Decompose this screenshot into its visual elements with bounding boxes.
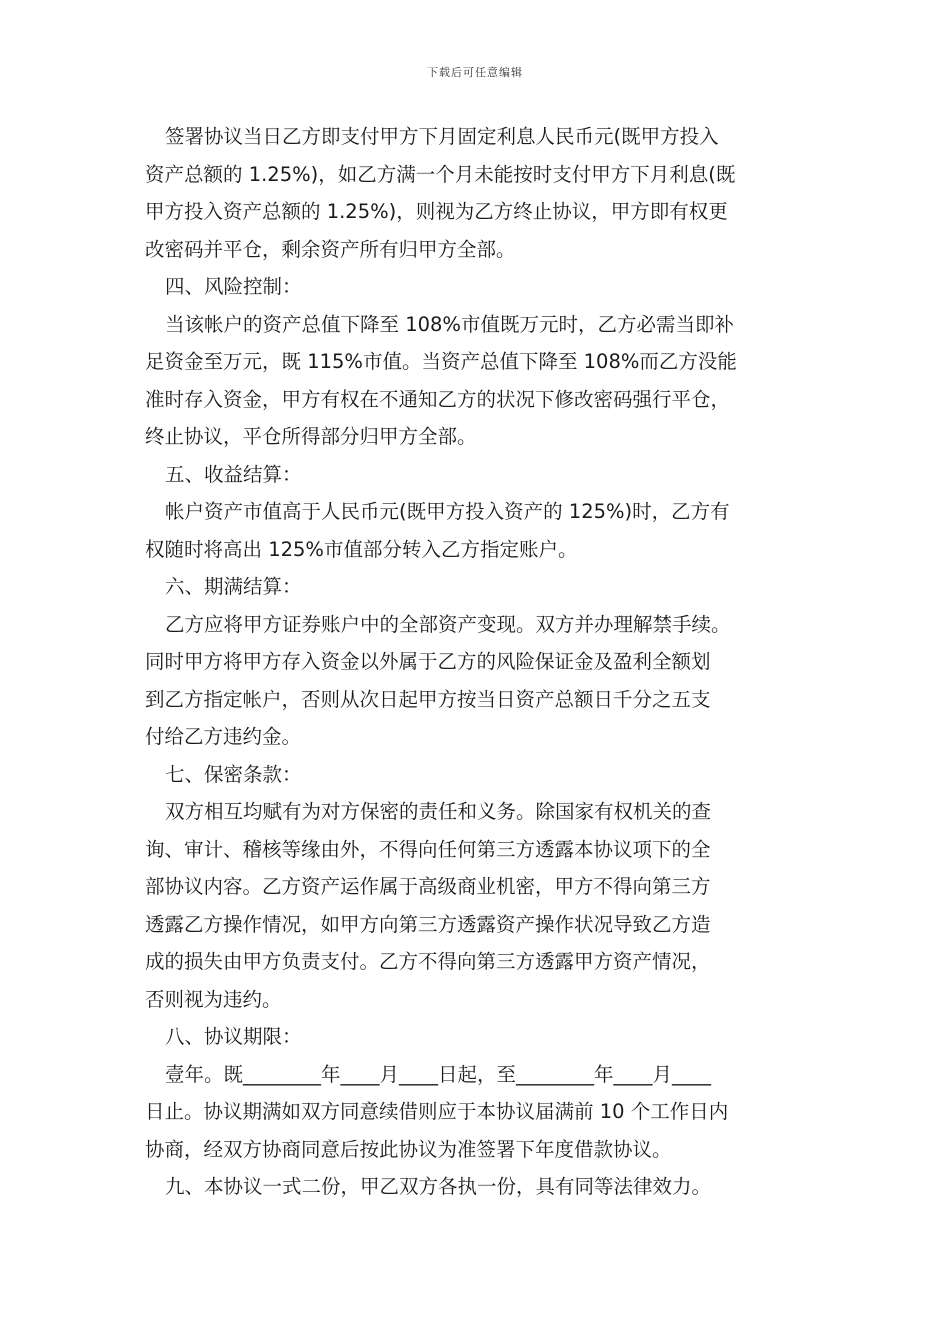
text-line: 四、风险控制： [165, 275, 302, 298]
text-line: 壹年。既________年____月____日起，至________年____月____ [165, 1062, 712, 1086]
text-line: 九、本协议一式二份，甲乙双方各执一份，具有同等法律效力。 [165, 1175, 712, 1198]
text-line: 付给乙方违约金。 [145, 725, 302, 748]
text-line: 协商，经双方协商同意后按此协议为准签署下年度借款协议。 [145, 1137, 672, 1161]
text-line: 终止协议，平仓所得部分归甲方全部。 [145, 425, 477, 448]
text-line: 足资金至万元，既 115%市值。当资产总值下降至 108%而乙方没能 [145, 350, 737, 373]
text-line: 准时存入资金，甲方有权在不通知乙方的状况下修改密码强行平仓， [145, 387, 731, 411]
text-line: 五、收益结算： [165, 462, 302, 486]
text-line: 改密码并平仓，剩余资产所有归甲方全部。 [145, 237, 516, 261]
text-line: 到乙方指定帐户，否则从次日起甲方按当日资产总额日千分之五支 [145, 687, 711, 711]
text-line: 成的损失由甲方负责支付。乙方不得向第三方透露甲方资产情况， [145, 950, 711, 973]
text-line: 透露乙方操作情况，如甲方向第三方透露资产操作状况导致乙方造 [145, 912, 711, 936]
text-line: 帐户资产市值高于人民币元(既甲方投入资产的 125%)时，乙方有 [165, 500, 730, 523]
text-line: 六、期满结算： [165, 575, 302, 598]
text-line: 日止。协议期满如双方同意续借则应于本协议届满前 10 个工作日内 [145, 1100, 729, 1123]
text-line: 资产总额的 1.25%)，如乙方满一个月未能按时支付甲方下月利息(既 [145, 162, 736, 186]
text-line: 签署协议当日乙方即支付甲方下月固定利息人民币元(既甲方投入 [165, 125, 719, 148]
text-line: 甲方投入资产总额的 1.25%)，则视为乙方终止协议，甲方即有权更 [145, 200, 728, 223]
text-line: 双方相互均赋有为对方保密的责任和义务。除国家有权机关的查 [165, 800, 712, 823]
text-line: 询、审计、稽核等缘由外，不得向任何第三方透露本协议项下的全 [145, 837, 711, 861]
text-line: 八、协议期限： [165, 1025, 302, 1048]
text-line: 当该帐户的资产总值下降至 108%市值既万元时，乙方必需当即补 [165, 312, 734, 336]
text-line: 同时甲方将甲方存入资金以外属于乙方的风险保证金及盈利全额划 [145, 650, 711, 673]
text-line: 部协议内容。乙方资产运作属于高级商业机密，甲方不得向第三方 [145, 875, 711, 898]
text-line: 权随时将高出 125%市值部分转入乙方指定账户。 [145, 537, 578, 561]
text-line: 乙方应将甲方证券账户中的全部资产变现。双方并办理解禁手续。 [165, 612, 731, 636]
document-body [145, 118, 810, 1206]
text-line: 七、保密条款： [165, 762, 302, 786]
page-header: 下载后可任意编辑 [427, 66, 523, 79]
text-line: 否则视为违约。 [145, 987, 282, 1011]
